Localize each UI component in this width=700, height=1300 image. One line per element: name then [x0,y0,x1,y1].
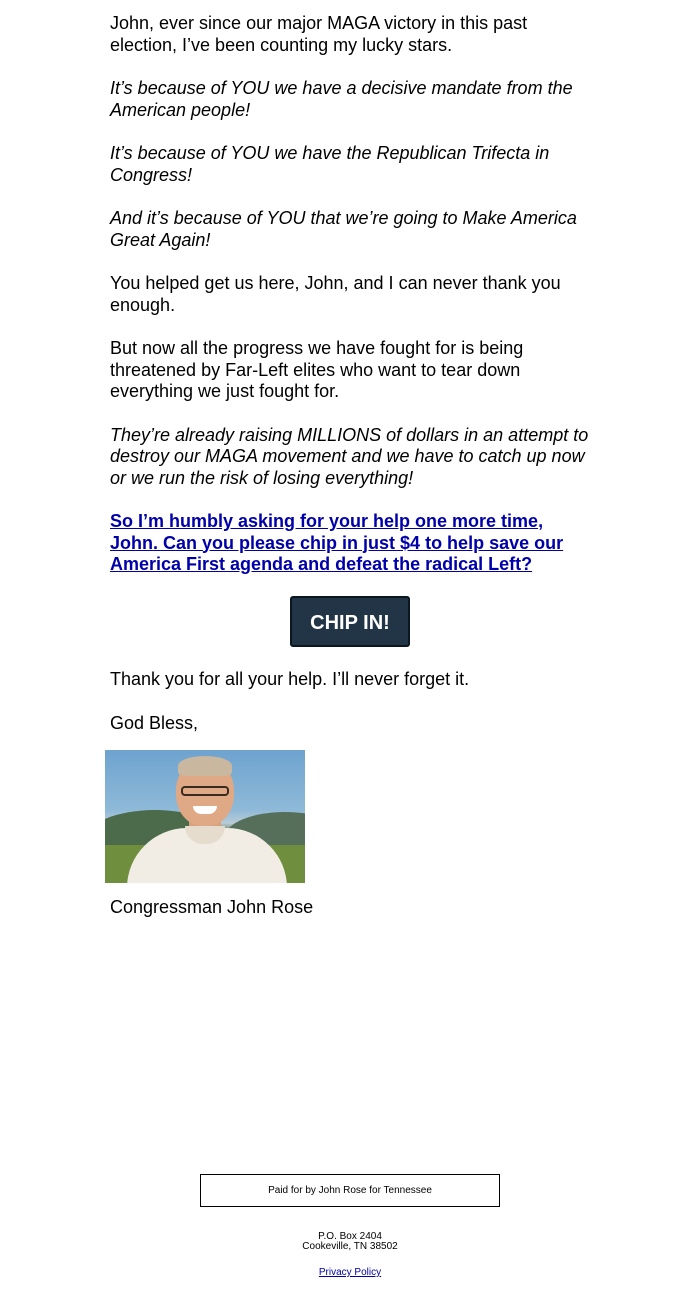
paid-for-disclaimer: Paid for by John Rose for Tennessee [200,1174,500,1207]
body-paragraph-2: It’s because of YOU we have a decisive mandate from the American people! [110,78,573,120]
mailing-address [0,1232,700,1252]
body-paragraph-3: It’s because of YOU we have the Republican Trifecta in Congress! [110,143,550,185]
body-paragraph-1: John, ever since our major MAGA victory in this past election, I’ve been counting my lucky stars. [110,13,528,55]
address-line-1: P.O. Box 2404 [318,1231,382,1242]
privacy-policy-link[interactable]: Privacy Policy [318,1267,382,1278]
address-line-2: Cookeville, TN 38502 [302,1241,398,1252]
closing-section [110,669,595,756]
body-paragraph-5: You helped get us here, John, and I can never thank you enough. [110,273,561,315]
body-paragraph-7: They’re already raising MILLIONS of dollars in an attempt to destroy our MAGA movement and we have to catch up now or we run the risk of losing everything! [110,424,589,488]
portrait-photo-icon [105,750,305,883]
thank-you-line: Thank you for all your help. I’ll never forget it. [110,669,470,689]
chip-in-button[interactable]: CHIP IN! [290,596,410,647]
donation-ask-link[interactable]: So I’m humbly asking for your help one more time, John. Can you please chip in just $4 to help save our America First agenda and defeat the radical Left? [110,511,564,574]
signature-name: Congressman John Rose [110,897,314,917]
privacy-section [0,1267,700,1278]
body-paragraph-6: But now all the progress we have fought for is being threatened by Far-Left elites who want to tear down everything we just fought for. [110,338,524,401]
email-body [110,13,595,598]
body-paragraph-4: And it’s because of YOU that we’re going to Make America Great Again! [110,208,577,250]
sign-off-line: God Bless, [110,712,199,733]
cta-container [0,596,700,647]
